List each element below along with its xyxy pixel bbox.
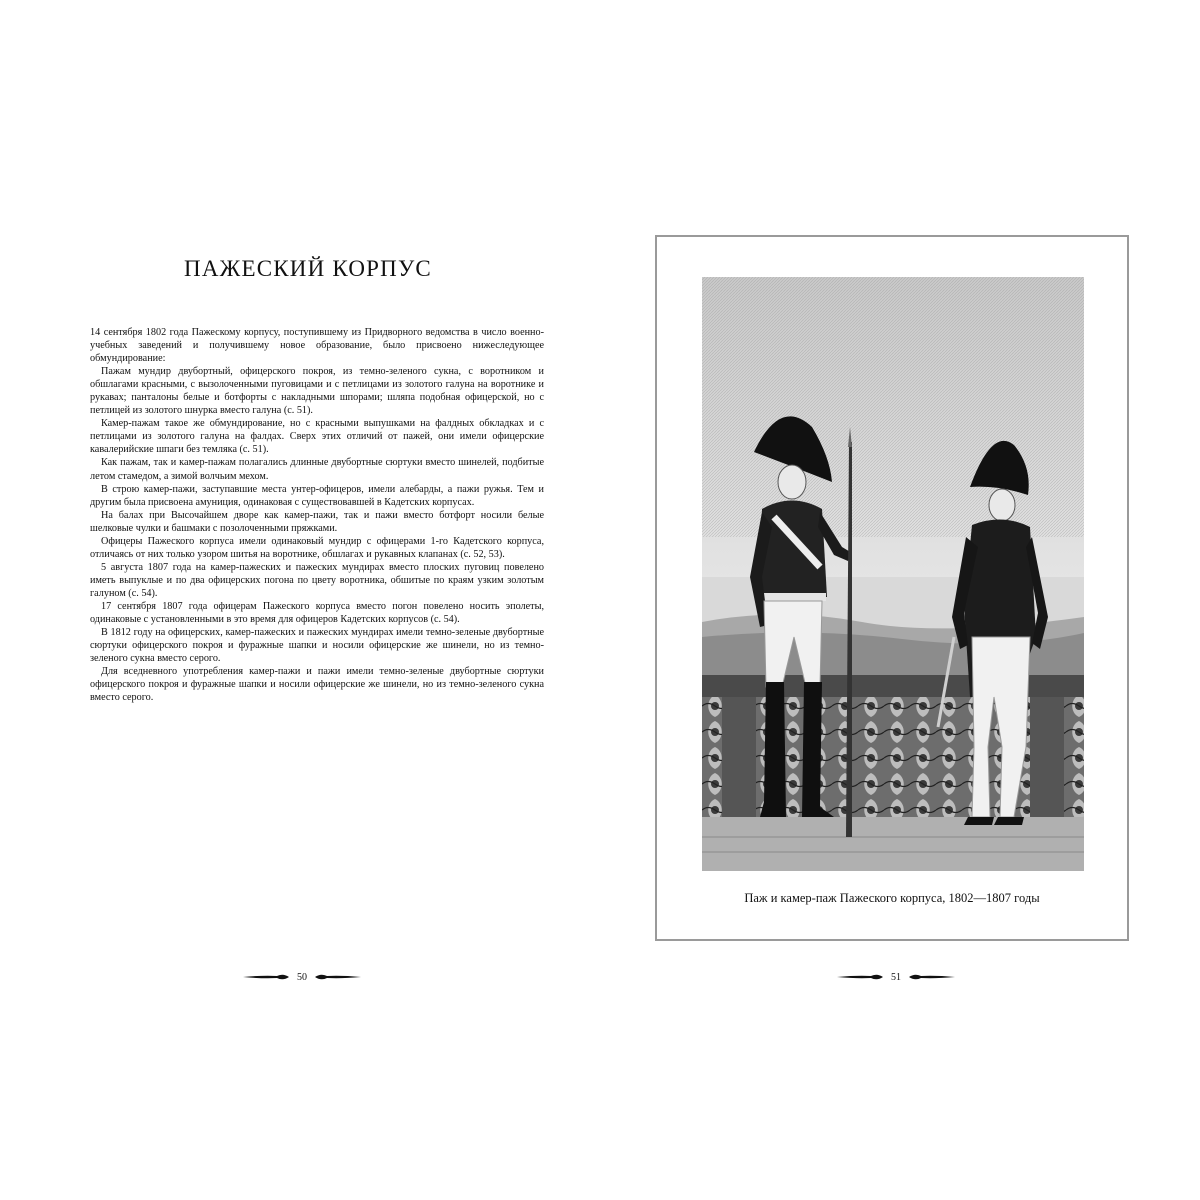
page-number-right [826,969,966,985]
page-number: 51 [891,971,901,983]
paragraph: 5 августа 1807 года на камер-пажеских и пажеских мундирах вместо плоских пуговиц повелено иметь выпуклые и по два офицерских погона по цвету воротника, обшитые по краям узким золотым галуном (с. 54). [90,561,544,599]
plate-caption: Паж и камер-паж Пажеского корпуса, 1802—1807 годы [744,891,1040,905]
ornament-right-icon [313,972,361,982]
page-number-left [232,969,372,985]
paragraph: Офицеры Пажеского корпуса имели одинаковый мундир с офицерами 1-го Кадетского корпуса, отличаясь от них только узором шитья на воротнике, обшлагах и рукавных клапанах (с. 52, 53). [90,535,544,560]
ornament-left-icon [243,972,291,982]
paragraph: На балах при Высочайшем дворе как камер-пажи, так и пажи вместо ботфорт носили белые шелковые чулки и башмаки с позолоченными пряжками. [90,509,544,534]
page-number: 50 [297,971,307,983]
paragraph: Камер-пажам такое же обмундирование, но с красными выпушками на фалдных обкладках и с петлицами из золотого галуна на фалдах. Сверх этих отличий от пажей, они имели офицерские кавалерийские шпаги без темляка (с. 51). [90,418,544,456]
paragraph: Как пажам, так и камер-пажам полагались длинные двубортные сюртуки вместо шинелей, подбитые летом стамедом, а зимой волчьим мехом. [90,457,544,482]
body-text [90,326,544,704]
engraving-illustration [702,277,1084,871]
paragraph: В строю камер-пажи, заступавшие места унтер-офицеров, имели алебарды, а пажи ружья. Тем и другим была присвоена амуниция, одинаковая с существовавшей в Кадетских корпусах. [90,483,544,508]
paragraph: Пажам мундир двубортный, офицерского покроя, из темно-зеленого сукна, с воротником и обшлагами красными, с вызолоченными пуговицами и с петлицами из золотого галуна на воротнике и рукавах; панталоны белые и ботфорты с накладными шпорами; шляпа подобная офицерской, но с петлицей из золотого шнурка вместо галуна (с. 51). [90,366,544,417]
paragraph: В 1812 году на офицерских, камер-пажеских и пажеских мундирах имели темно-зеленые двубортные сюртуки офицерского покроя и фуражные шапки и носили офицерские же шинели, но из темно-зеленого сукна вместо серого. [90,627,544,665]
illustration-plate [655,235,1129,941]
paragraph: 17 сентября 1807 года офицерам Пажеского корпуса вместо погон повелено носить эполеты, одинаковые с установленными в это время для офицеров Кадетских корпусов (с. 54). [90,600,544,626]
ornament-left-icon [837,972,885,982]
paragraph: Для вседневного употребления камер-пажи и пажи имели темно-зеленые двубортные сюртуки офицерского покроя и фуражные шапки и носили офицерские же шинели, но из темно-зеленого сукна вместо серого. [90,666,544,704]
ornament-right-icon [907,972,955,982]
page-title: ПАЖЕСКИЙ КОРПУС [184,256,432,281]
paragraph: 14 сентября 1802 года Пажескому корпусу, поступившему из Придворного ведомства в число военно-учебных заведений и получившему новое образование, было присвоено нижеследующее обмундирование: [90,327,544,365]
